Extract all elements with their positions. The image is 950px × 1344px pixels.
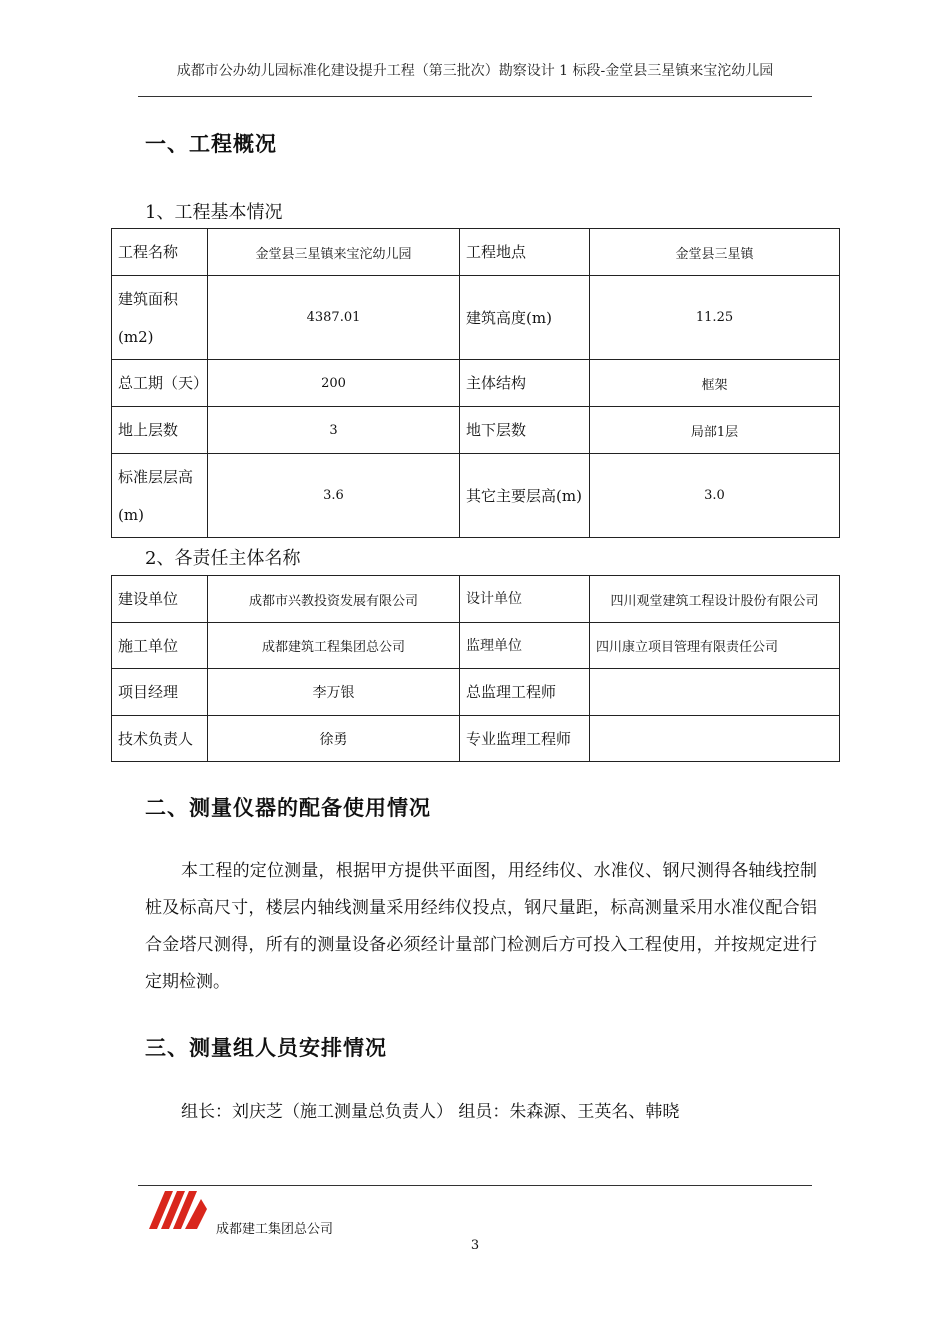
- cell-label: 监理单位: [460, 623, 590, 669]
- footer-company-name: 成都建工集团总公司: [216, 1222, 334, 1237]
- section-2-paragraph: 本工程的定位测量，根据甲方提供平面图，用经纬仪、水准仪、钢尺测得各轴线控制桩及标高尺寸，楼层内轴线测量采用经纬仪投点，钢尺量距，标高测量采用水准仪配合铝合金塔尺测得，所有的测量设备必须经计量部门检测后方可投入工程使用，并按规定进行定期检测。: [145, 861, 817, 992]
- cell-label: 工程地点: [460, 229, 590, 276]
- table-row: [112, 360, 840, 407]
- cell-value: 四川康立项目管理有限责任公司: [590, 623, 840, 669]
- table-row: [112, 623, 840, 669]
- cell-value: 3.6: [208, 454, 460, 538]
- cell-label-line: 建筑面积: [118, 289, 179, 308]
- cell-value: 框架: [590, 360, 840, 407]
- section-3-paragraph: 组长：刘庆芝（施工测量总负责人） 组员：朱森源、王英名、韩晓: [181, 1102, 680, 1122]
- page-number: 3: [470, 1238, 480, 1253]
- header-divider: [138, 96, 812, 97]
- cell-label: 建筑高度(m): [460, 276, 590, 360]
- cell-label: 总监理工程师: [460, 669, 590, 716]
- cell-value: 四川观堂建筑工程设计股份有限公司: [590, 576, 840, 623]
- cell-value: 成都建筑工程集团总公司: [208, 623, 460, 669]
- cell-value: 4387.01: [208, 276, 460, 360]
- cell-value: 金堂县三星镇: [590, 229, 840, 276]
- cell-label: 总工期（天）: [112, 360, 208, 407]
- footer-divider: [138, 1185, 812, 1186]
- table-row: [112, 229, 840, 276]
- table-row: [112, 407, 840, 454]
- cell-value: [590, 669, 840, 716]
- cell-value: 3.0: [590, 454, 840, 538]
- section-2-title: 二、测量仪器的配备使用情况: [145, 795, 431, 820]
- cell-label-line: (m): [118, 505, 144, 524]
- table-row: [112, 716, 840, 762]
- page-header: 成都市公办幼儿园标准化建设提升工程（第三批次）勘察设计 1 标段-金堂县三星镇来宝沱幼儿园: [176, 63, 774, 79]
- company-logo-icon: [143, 1185, 215, 1229]
- cell-label: 主体结构: [460, 360, 590, 407]
- cell-value: [590, 716, 840, 762]
- cell-label-line: (m2): [118, 327, 154, 346]
- section-1-title: 一、工程概况: [145, 131, 277, 156]
- cell-label: 建设单位: [112, 576, 208, 623]
- subsection-1-title: 1、工程基本情况: [145, 202, 283, 223]
- cell-value: 徐勇: [208, 716, 460, 762]
- table-row: [112, 669, 840, 716]
- subsection-2-title: 2、各责任主体名称: [145, 548, 301, 569]
- project-basic-info-table: [111, 228, 840, 538]
- cell-label: 施工单位: [112, 623, 208, 669]
- cell-label: 专业监理工程师: [460, 716, 590, 762]
- cell-value: 3: [208, 407, 460, 454]
- responsible-parties-table: [111, 575, 840, 762]
- cell-value: 成都市兴教投资发展有限公司: [208, 576, 460, 623]
- cell-value: 李万银: [208, 669, 460, 716]
- table-row: [112, 576, 840, 623]
- cell-label: 其它主要层高(m): [460, 454, 590, 538]
- table-row: [112, 276, 840, 360]
- cell-label: 地下层数: [460, 407, 590, 454]
- cell-value: 200: [208, 360, 460, 407]
- cell-value: 金堂县三星镇来宝沱幼儿园: [208, 229, 460, 276]
- cell-label: 地上层数: [112, 407, 208, 454]
- cell-label-line: 标准层层高: [118, 467, 194, 486]
- cell-label: 技术负责人: [112, 716, 208, 762]
- cell-label: 工程名称: [112, 229, 208, 276]
- cell-label: 设计单位: [460, 576, 590, 623]
- section-3-title: 三、测量组人员安排情况: [145, 1035, 387, 1060]
- cell-value: 局部1层: [590, 407, 840, 454]
- cell-label: [112, 454, 208, 538]
- cell-value: 11.25: [590, 276, 840, 360]
- table-row: [112, 454, 840, 538]
- cell-label: 项目经理: [112, 669, 208, 716]
- cell-label: [112, 276, 208, 360]
